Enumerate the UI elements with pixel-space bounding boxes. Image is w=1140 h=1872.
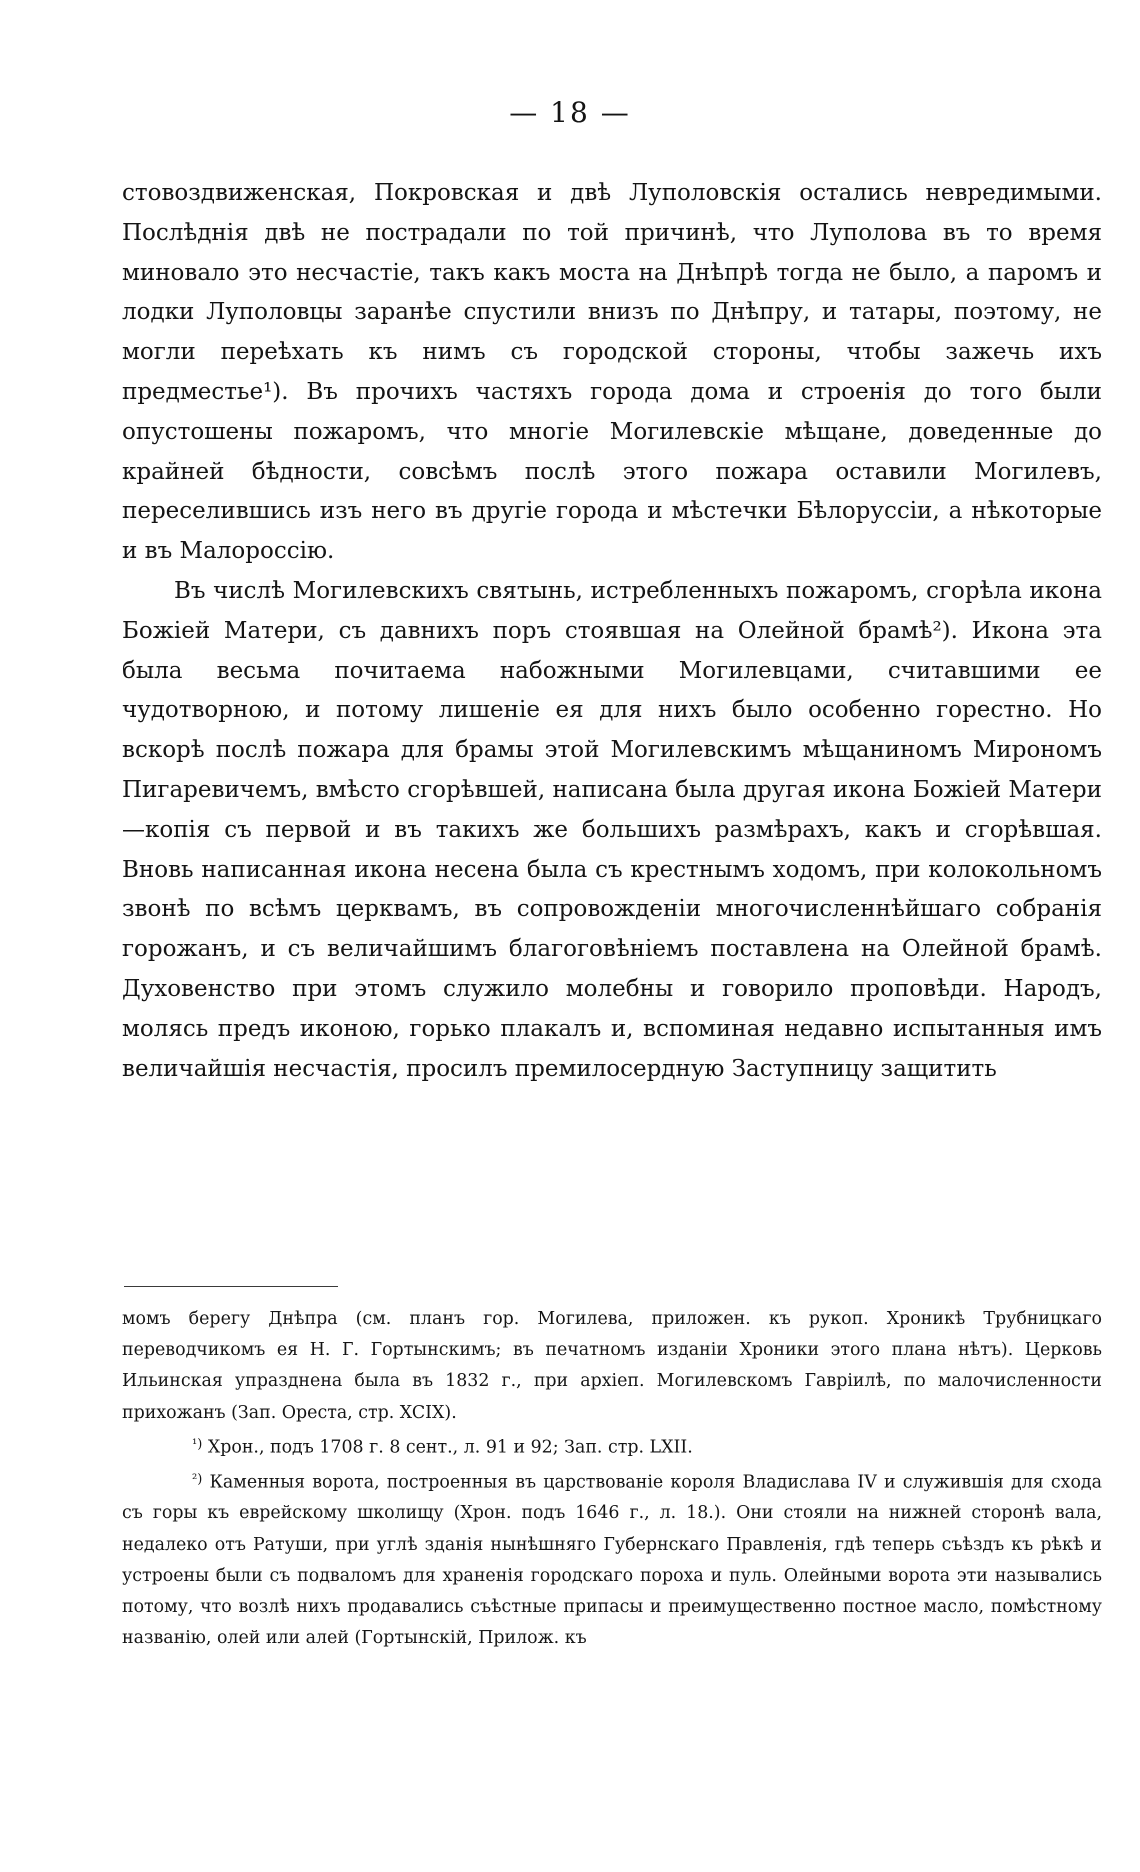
paragraph-1: стовоздвиженская, Покровская и двѣ Луполовскія остались невредимыми. Послѣднія двѣ не пострадали по той причинѣ, что Луполова въ то время миновало это несчастіе, такъ какъ моста на Днѣпрѣ тогда не было, а паромъ и лодки Луполовцы заранѣе спустили внизъ по Днѣпру, и татары, поэтому, не могли переѣхать къ нимъ съ городской стороны, чтобы зажечь ихъ предместье¹). Въ прочихъ частяхъ города дома и строенія до того были опустошены пожаромъ, что многіе Могилевскіе мѣщане, доведенные до крайней бѣдности, совсѣмъ послѣ этого пожара оставили Могилевъ, переселившись изъ него въ другіе города и мѣстечки Бѣлоруссіи, а нѣкоторые и въ Малороссію. — [122, 180, 1102, 565]
footnotes — [122, 1304, 1102, 1654]
footnote-continuation: момъ берегу Днѣпра (см. планъ гор. Могилева, приложен. къ рукоп. Хроникѣ Трубницкаго переводчикомъ ея Н. Г. Гортынскимъ; въ печатномъ изданіи Хроники этого плана нѣтъ). Церковь Ильинская упразднена была въ 1832 г., при архіеп. Могилевскомъ Гавріилѣ, по малочисленности прихожанъ (Зап. Ореста, стр. XCIX). — [122, 1309, 1102, 1423]
main-text — [122, 174, 1102, 1089]
footnote-1 — [122, 1429, 1102, 1464]
footnote-2-text: Каменныя ворота, построенныя въ царствованіе короля Владислава IV и служившія для схода съ горы къ еврейскому школищу (Хрон. подъ 1646 г., л. 18.). Они стояли на нижней сторонѣ вала, недалеко отъ Ратуши, при углѣ зданія нынѣшняго Губернскаго Правленія, гдѣ теперь съѣздъ къ рѣкѣ и устроены были съ подваломъ для храненія городскаго пороха и пуль. Олейными ворота эти назывались потому, что возлѣ нихъ продавались съѣстные припасы и преимущественно постное масло, помѣстному названію, олей или алей (Гортынскій, Прилож. къ — [122, 1472, 1102, 1649]
page-number: — 18 — — [509, 96, 631, 129]
footnote-separator — [124, 1286, 338, 1287]
footnote-2 — [122, 1464, 1102, 1655]
footnote-1-text: Хрон., подъ 1708 г. 8 сент., л. 91 и 92; Зап. стр. LXII. — [202, 1437, 693, 1458]
footnote-2-marker: ²) — [192, 1471, 203, 1487]
paragraph-2: Въ числѣ Могилевскихъ святынь, истребленныхъ пожаромъ, сгорѣла икона Божіей Матери, съ давнихъ поръ стоявшая на Олейной брамѣ²). Икона эта была весьма почитаема набожными Могилевцами, считавшими ее чудотворною, и потому лишеніе ея для нихъ было особенно горестно. Но вскорѣ послѣ пожара для брамы этой Могилевскимъ мѣщаниномъ Мирономъ Пигаревичемъ, вмѣсто сгорѣвшей, написана была другая икона Божіей Матери—копія съ первой и въ такихъ же большихъ размѣрахъ, какъ и сгорѣвшая. Вновь написанная икона несена была съ крестнымъ ходомъ, при колокольномъ звонѣ по всѣмъ церквамъ, въ сопровожденіи многочисленнѣйшаго собранія горожанъ, и съ величайшимъ благоговѣніемъ поставлена на Олейной брамѣ. Духовенство при этомъ служило молебны и говорило проповѣди. Народъ, молясь предъ иконою, горько плакалъ и, вспоминая недавно испытанныя имъ величайшія несчастія, просилъ премилосердную Заступницу защитить — [122, 577, 1102, 1082]
footnote-1-marker: ¹) — [192, 1436, 203, 1452]
